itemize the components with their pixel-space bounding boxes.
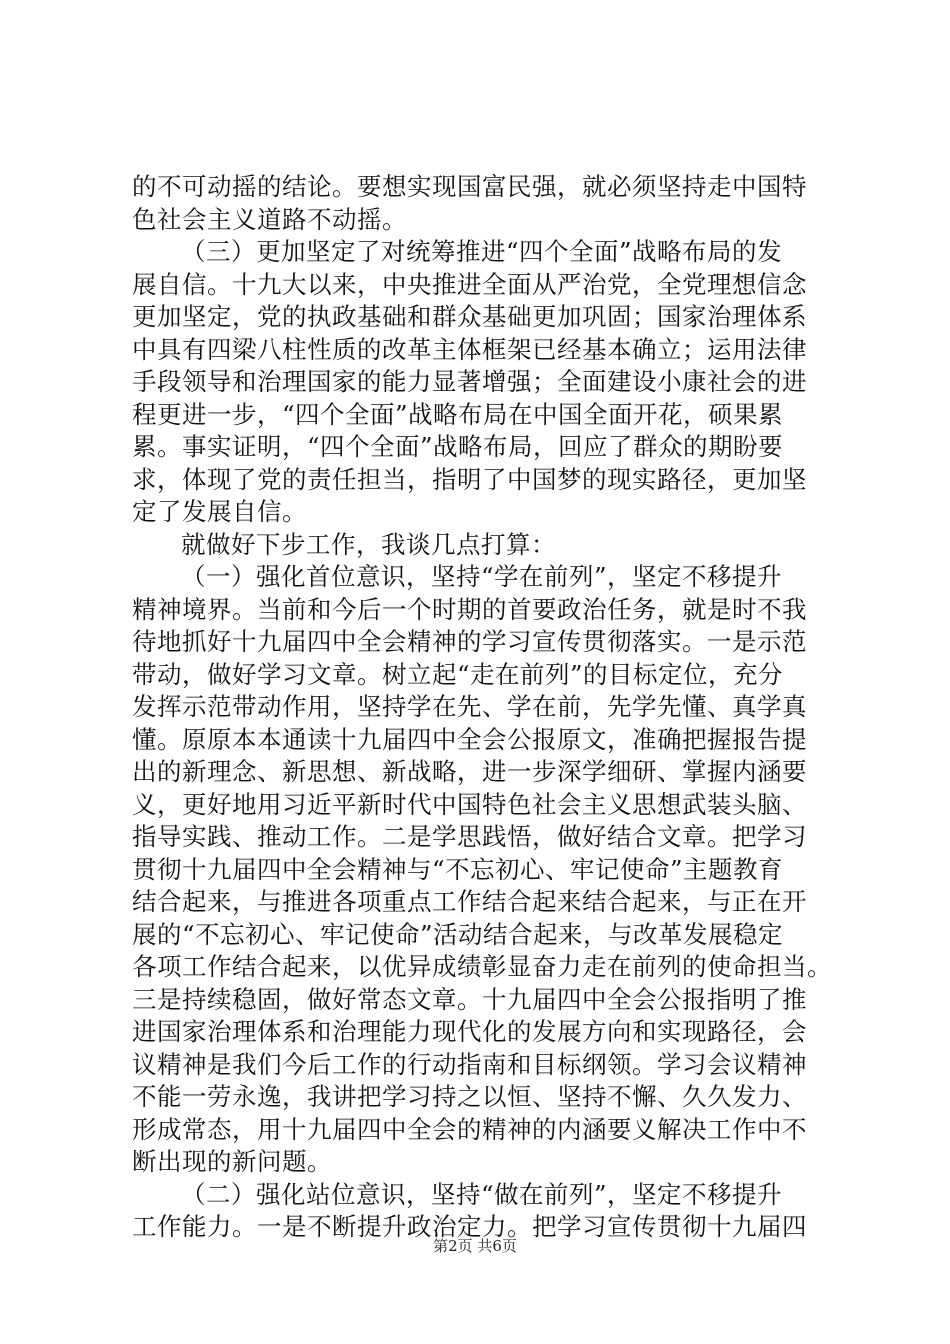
text-line: 累。事实证明，“四个全面”战略布局，回应了群众的期盼要 (132, 432, 784, 461)
text-line: 不能一劳永逸，我讲把学习持之以恒、坚持不懈、久久发力、 (132, 1082, 807, 1111)
text-line: 断出现的新问题。 (132, 1147, 332, 1176)
text-line: 三是持续稳固，做好常态文章。十九届四中全会公报指明了推 (132, 984, 807, 1014)
text-line: 发挥示范带动作用，坚持学在先、学在前，先学先懂、真学真 (132, 692, 807, 721)
text-line: （三）更加坚定了对统筹推进“四个全面”战略布局的发 (181, 237, 783, 266)
text-line: 义，更好地用习近平新时代中国特色社会主义思想武装头脑、 (132, 789, 807, 819)
text-line: 待地抓好十九届四中全会精神的学习宣传贯彻落实。一是示范 (132, 627, 807, 656)
text-line: 各项工作结合起来，以优异成绩彰显奋力走在前列的使命担当。 (132, 952, 832, 981)
text-line: 工作能力。一是不断提升政治定力。把学习宣传贯彻十九届四 (132, 1212, 807, 1241)
text-line: 的不可动摇的结论。要想实现国富民强，就必须坚持走中国特 (132, 172, 807, 201)
text-line: 懂。原原本本通读十九届四中全会公报原文，准确把握报告提 (132, 724, 807, 754)
text-line: 求，体现了党的责任担当，指明了中国梦的现实路径，更加坚 (132, 464, 807, 494)
text-line: 进国家治理体系和治理能力现代化的发展方向和实现路径，会 (132, 1017, 807, 1046)
text-line: 手段领导和治理国家的能力显著增强；全面建设小康社会的进 (132, 367, 807, 396)
text-line: （一）强化首位意识，坚持“学在前列”，坚定不移提升 (181, 562, 783, 591)
text-line: 精神境界。当前和今后一个时期的首要政治任务，就是时不我 (132, 594, 807, 624)
text-line: 出的新理念、新思想、新战略，进一步深学细研、掌握内涵要 (132, 757, 807, 786)
text-line: （二）强化站位意识，坚持“做在前列”，坚定不移提升 (181, 1179, 783, 1209)
text-line: 就做好下步工作，我谈几点打算： (181, 529, 556, 559)
body-text (132, 171, 832, 1244)
text-line: 展自信。十九大以来，中央推进全面从严治党，全党理想信念 (132, 269, 807, 299)
text-line: 中具有四梁八柱性质的改革主体框架已经基本确立；运用法律 (132, 334, 807, 364)
text-line: 程更进一步，“四个全面”战略布局在中国全面开花，硕果累 (132, 399, 784, 429)
text-line: 指导实践、推动工作。二是学思践悟，做好结合文章。把学习 (132, 822, 807, 851)
text-line: 贯彻十九届四中全会精神与“不忘初心、牢记使命”主题教育 (132, 854, 784, 884)
text-line: 展的“不忘初心、牢记使命”活动结合起来，与改革发展稳定 (132, 919, 784, 949)
text-line: 形成常态，用十九届四中全会的精神的内涵要义解决工作中不 (132, 1114, 807, 1144)
text-line: 色社会主义道路不动摇。 (132, 204, 407, 234)
text-line: 更加坚定，党的执政基础和群众基础更加巩固；国家治理体系 (132, 302, 807, 331)
page-number-footer: 第2页 共6页 (433, 1237, 517, 1255)
text-line: 定了发展自信。 (132, 497, 307, 526)
text-line: 结合起来，与推进各项重点工作结合起来结合起来，与正在开 (132, 887, 807, 916)
text-line: 带动，做好学习文章。树立起“走在前列”的目标定位，充分 (132, 659, 784, 689)
text-line: 议精神是我们今后工作的行动指南和目标纲领。学习会议精神 (132, 1049, 807, 1079)
